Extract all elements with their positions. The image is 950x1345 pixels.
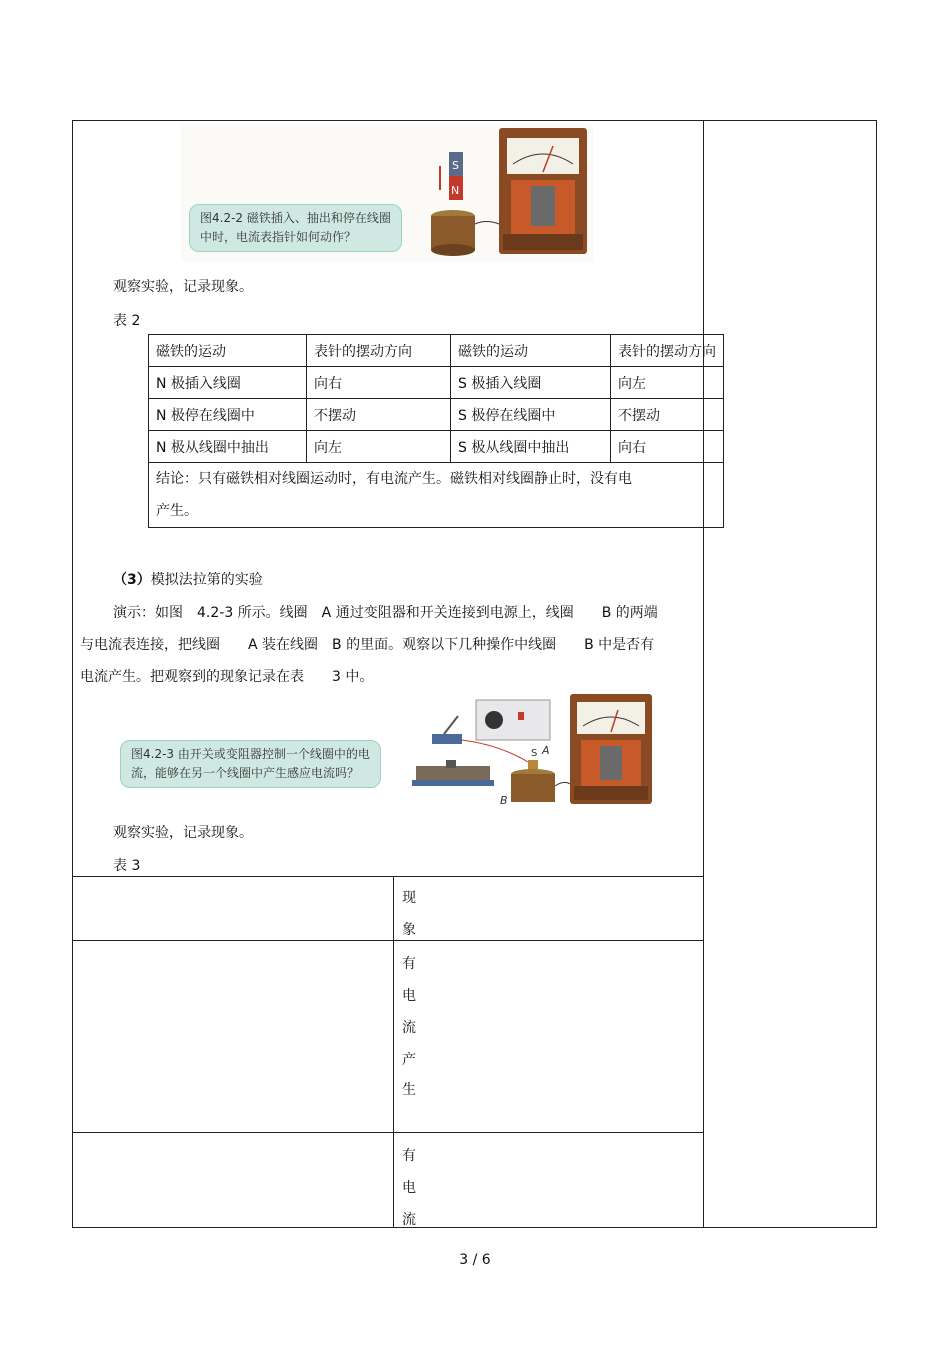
section3-heading-text: 模拟法拉第的实验: [150, 572, 263, 588]
table3-row1-char: 产: [402, 1052, 416, 1068]
table-cell: S 极插入线圈: [451, 367, 611, 399]
table-row: [149, 367, 724, 399]
table2: [148, 334, 724, 528]
section3-para-line: 电流产生。把观察到的现象记录在表 3 中。: [80, 669, 374, 685]
galvanometer-dial: [507, 138, 579, 174]
galvanometer-coil: [600, 746, 622, 780]
table3-row-border: [72, 940, 703, 941]
table-cell: 不摆动: [307, 399, 451, 431]
power-knob: [485, 711, 503, 729]
section3-heading: [113, 570, 263, 590]
coil-bottom: [431, 244, 475, 256]
faraday-experiment-illustration: [120, 690, 655, 810]
table2-title: 表 2: [113, 313, 141, 329]
table-cell: S 极停在线圈中: [451, 399, 611, 431]
section3-heading-num: （3）: [113, 572, 151, 588]
figure-4-2-3: [120, 690, 655, 810]
table3-row1-char: 生: [402, 1082, 416, 1098]
frame-right-border: [876, 120, 877, 1228]
power-indicator: [518, 712, 524, 720]
table-cell: 向右: [611, 431, 724, 463]
caption-line: 图4.2-2 磁铁插入、抽出和停在线圈: [200, 211, 391, 225]
section3-para-line: 与电流表连接，把线圈 A 装在线圈 B 的里面。观察以下几种操作中线圈 B 中是否有: [80, 637, 655, 653]
wire: [555, 782, 570, 786]
rheostat: [416, 766, 490, 780]
frame-left-border: [72, 120, 73, 1228]
table3-row-border: [72, 1132, 703, 1133]
galvanometer-coil: [531, 186, 555, 226]
caption-line: 中时，电流表指针如何动作？: [200, 230, 357, 244]
table-cell: 向左: [307, 431, 451, 463]
frame-bottom-border: [72, 1227, 877, 1228]
label-a: A: [542, 744, 550, 757]
table-cell: S 极从线圈中抽出: [451, 431, 611, 463]
rheostat-slider: [446, 760, 456, 768]
table-cell: N 极停在线圈中: [149, 399, 307, 431]
table3-row1-char: 有: [402, 956, 416, 972]
table3-column-border: [393, 876, 394, 1227]
galvanometer-base: [503, 234, 583, 250]
frame-top-border: [72, 120, 876, 121]
table-cell: 向右: [307, 367, 451, 399]
table-row: [149, 399, 724, 431]
table-header-cell: 表针的摆动方向: [307, 335, 451, 367]
table3-row2-char: 有: [402, 1148, 416, 1164]
table3-header-char: 象: [402, 922, 416, 938]
wire: [475, 222, 499, 225]
table3-title: 表 3: [113, 858, 141, 874]
label-s: S: [531, 748, 538, 759]
switch: [432, 734, 462, 744]
observe-text-1: 观察实验，记录现象。: [113, 279, 253, 295]
galvanometer-dial: [577, 702, 645, 734]
table3-top-border: [72, 876, 703, 877]
table-header-cell: 表针的摆动方向: [611, 335, 724, 367]
galvanometer-base: [574, 786, 648, 800]
table-row: [149, 431, 724, 463]
table-cell: 不摆动: [611, 399, 724, 431]
conclusion-line: 结论：只有磁铁相对线圈运动时，有电流产生。磁铁相对线圈静止时，没有电: [156, 471, 632, 487]
table3-header-char: 现: [402, 890, 416, 906]
frame-column-divider: [703, 120, 704, 1228]
section3-para-line: 演示：如图 4.2-3 所示。线圈 A 通过变阻器和开关连接到电源上，线圈 B 的两端: [113, 605, 658, 621]
table3-row2-char: 流: [402, 1212, 416, 1228]
table-header-cell: 磁铁的运动: [149, 335, 307, 367]
switch-lever: [444, 716, 458, 734]
caption-line: 图4.2-3 由开关或变阻器控制一个线圈中的电: [131, 747, 370, 761]
table-row: [149, 463, 724, 528]
caption-line: 流，能够在另一个线圈中产生感应电流吗？: [131, 766, 360, 780]
observe-text-2: 观察实验，记录现象。: [113, 825, 253, 841]
table-cell: N 极插入线圈: [149, 367, 307, 399]
rheostat-base: [412, 780, 494, 786]
table3-row1-char: 流: [402, 1020, 416, 1036]
table-cell: 向左: [611, 367, 724, 399]
galvanometer-magnet-illustration: [181, 124, 593, 262]
table-cell: N 极从线圈中抽出: [149, 431, 307, 463]
magnet-s-label: S: [452, 159, 459, 172]
page-number: 3 / 6: [459, 1252, 491, 1268]
conclusion-cell: [149, 463, 724, 528]
table3-row2-char: 电: [402, 1180, 416, 1196]
label-b: B: [500, 794, 508, 807]
wire: [462, 740, 528, 762]
table-row: [149, 335, 724, 367]
table-header-cell: 磁铁的运动: [451, 335, 611, 367]
magnet-n-label: N: [451, 184, 460, 197]
conclusion-line: 产生。: [156, 503, 198, 519]
coil-b-body: [511, 774, 555, 802]
table3-row1-char: 电: [402, 988, 416, 1004]
figure-4-2-2: [181, 124, 593, 262]
